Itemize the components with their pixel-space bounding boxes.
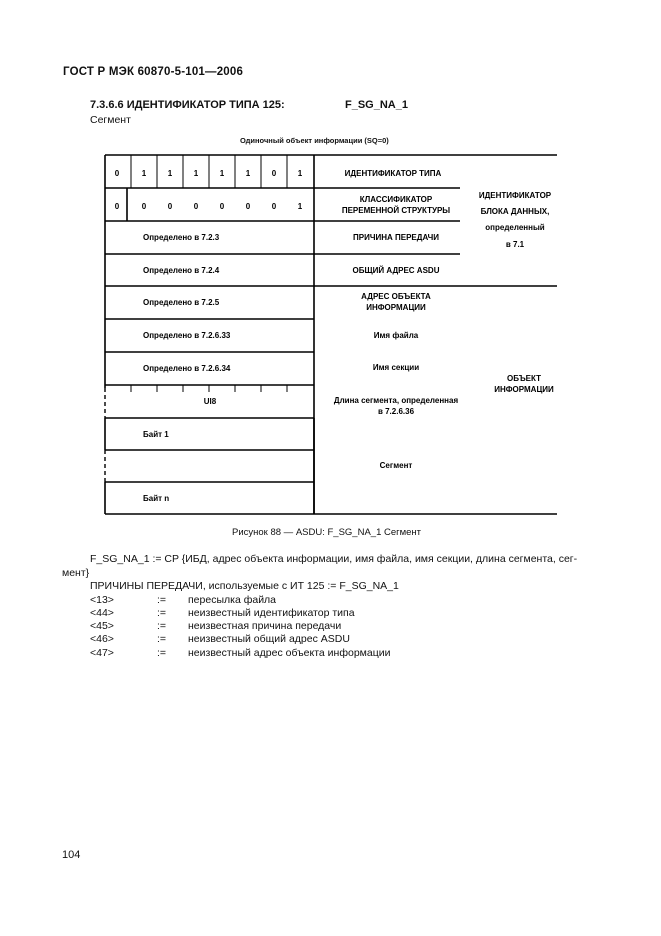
label-dui-1: ИДЕНТИФИКАТОР [478, 191, 552, 200]
bit-r2-6: 0 [271, 202, 277, 211]
row-ui8: UI8 [203, 397, 217, 406]
label-dui-3: определенный [485, 223, 545, 232]
cause-op: := [157, 633, 167, 645]
label-ioa-1: АДРЕС ОБЪЕКТА [361, 292, 431, 301]
cause-text: пересылка файла [188, 594, 277, 606]
cause-text: неизвестный адрес объекта информации [188, 647, 391, 659]
cause-text: неизвестный идентификатор типа [188, 607, 355, 619]
bit-r1-7: 1 [297, 169, 303, 178]
label-type-id: ИДЕНТИФИКАТОР ТИПА [344, 169, 442, 178]
row-file-name: Определено в 7.2.6.33 [143, 331, 231, 340]
bit-r1-2: 1 [167, 169, 173, 178]
row-common-addr: Определено в 7.2.4 [143, 266, 220, 275]
cause-code: <44> [90, 607, 114, 619]
bit-r1-0: 0 [114, 169, 120, 178]
bit-r2-3: 0 [193, 202, 199, 211]
label-io-1: ОБЪЕКТ [507, 374, 541, 383]
document-header: ГОСТ Р МЭК 60870-5-101—2006 [63, 66, 244, 78]
row-section-name: Определено в 7.2.6.34 [143, 364, 231, 373]
cause-op: := [157, 594, 167, 606]
cause-text: неизвестная причина передачи [188, 620, 342, 632]
label-dui-2: БЛОКА ДАННЫХ, [480, 207, 550, 216]
causes-title: ПРИЧИНЫ ПЕРЕДАЧИ, используемые с ИТ 125 := F_SG_NA_1 [90, 580, 399, 592]
bit-r2-4: 0 [219, 202, 225, 211]
row-cause: Определено в 7.2.3 [143, 233, 220, 242]
row-ioa: Определено в 7.2.5 [143, 298, 220, 307]
definition-line-1: F_SG_NA_1 := CP {ИБД, адрес объекта информации, имя файла, имя секции, длина сегмента, сег- [90, 553, 578, 565]
cause-op: := [157, 647, 167, 659]
bit-r1-1: 1 [141, 169, 147, 178]
cause-code: <13> [90, 594, 114, 606]
section-code: F_SG_NA_1 [345, 99, 408, 111]
label-io-2: ИНФОРМАЦИИ [494, 385, 554, 394]
page-number: 104 [62, 849, 81, 861]
label-segment: Сегмент [379, 461, 413, 470]
figure-caption: Рисунок 88 — ASDU: F_SG_NA_1 Сегмент [232, 527, 422, 538]
label-dui-4: в 7.1 [505, 240, 525, 249]
bit-r2-7: 1 [297, 202, 303, 211]
bit-r1-4: 1 [219, 169, 225, 178]
bit-r2-1: 0 [141, 202, 147, 211]
label-var-struct-1: КЛАССИФИКАТОР [359, 195, 433, 204]
label-common-addr: ОБЩИЙ АДРЕС ASDU [352, 266, 440, 275]
cause-code: <46> [90, 633, 114, 645]
bit-r2-2: 0 [167, 202, 173, 211]
section-title: 7.3.6.6 ИДЕНТИФИКАТОР ТИПА 125: [90, 99, 285, 111]
bit-r2-5: 0 [245, 202, 251, 211]
cause-code: <47> [90, 647, 114, 659]
cause-text: неизвестный общий адрес ASDU [188, 633, 350, 645]
cause-op: := [157, 620, 167, 632]
label-seg-len-2: в 7.2.6.36 [377, 407, 415, 416]
label-section-name: Имя секции [372, 363, 420, 372]
cause-code: <45> [90, 620, 114, 632]
label-cause: ПРИЧИНА ПЕРЕДАЧИ [353, 233, 439, 242]
bit-r2-0: 0 [114, 202, 120, 211]
cause-op: := [157, 607, 167, 619]
label-ioa-2: ИНФОРМАЦИИ [366, 303, 426, 312]
label-file-name: Имя файла [373, 331, 419, 340]
row-byte-n: Байт n [143, 494, 170, 503]
bit-r1-3: 1 [193, 169, 199, 178]
row-byte-1: Байт 1 [143, 430, 169, 439]
definition-line-2: мент} [62, 567, 90, 579]
label-var-struct-2: ПЕРЕМЕННОЙ СТРУКТУРЫ [341, 206, 451, 215]
section-subtitle: Сегмент [90, 114, 131, 126]
bit-r1-6: 0 [271, 169, 277, 178]
figure-top-caption: Одиночный объект информации (SQ=0) [240, 136, 389, 145]
label-seg-len-1: Длина сегмента, определенная [333, 396, 459, 405]
bit-r1-5: 1 [245, 169, 251, 178]
